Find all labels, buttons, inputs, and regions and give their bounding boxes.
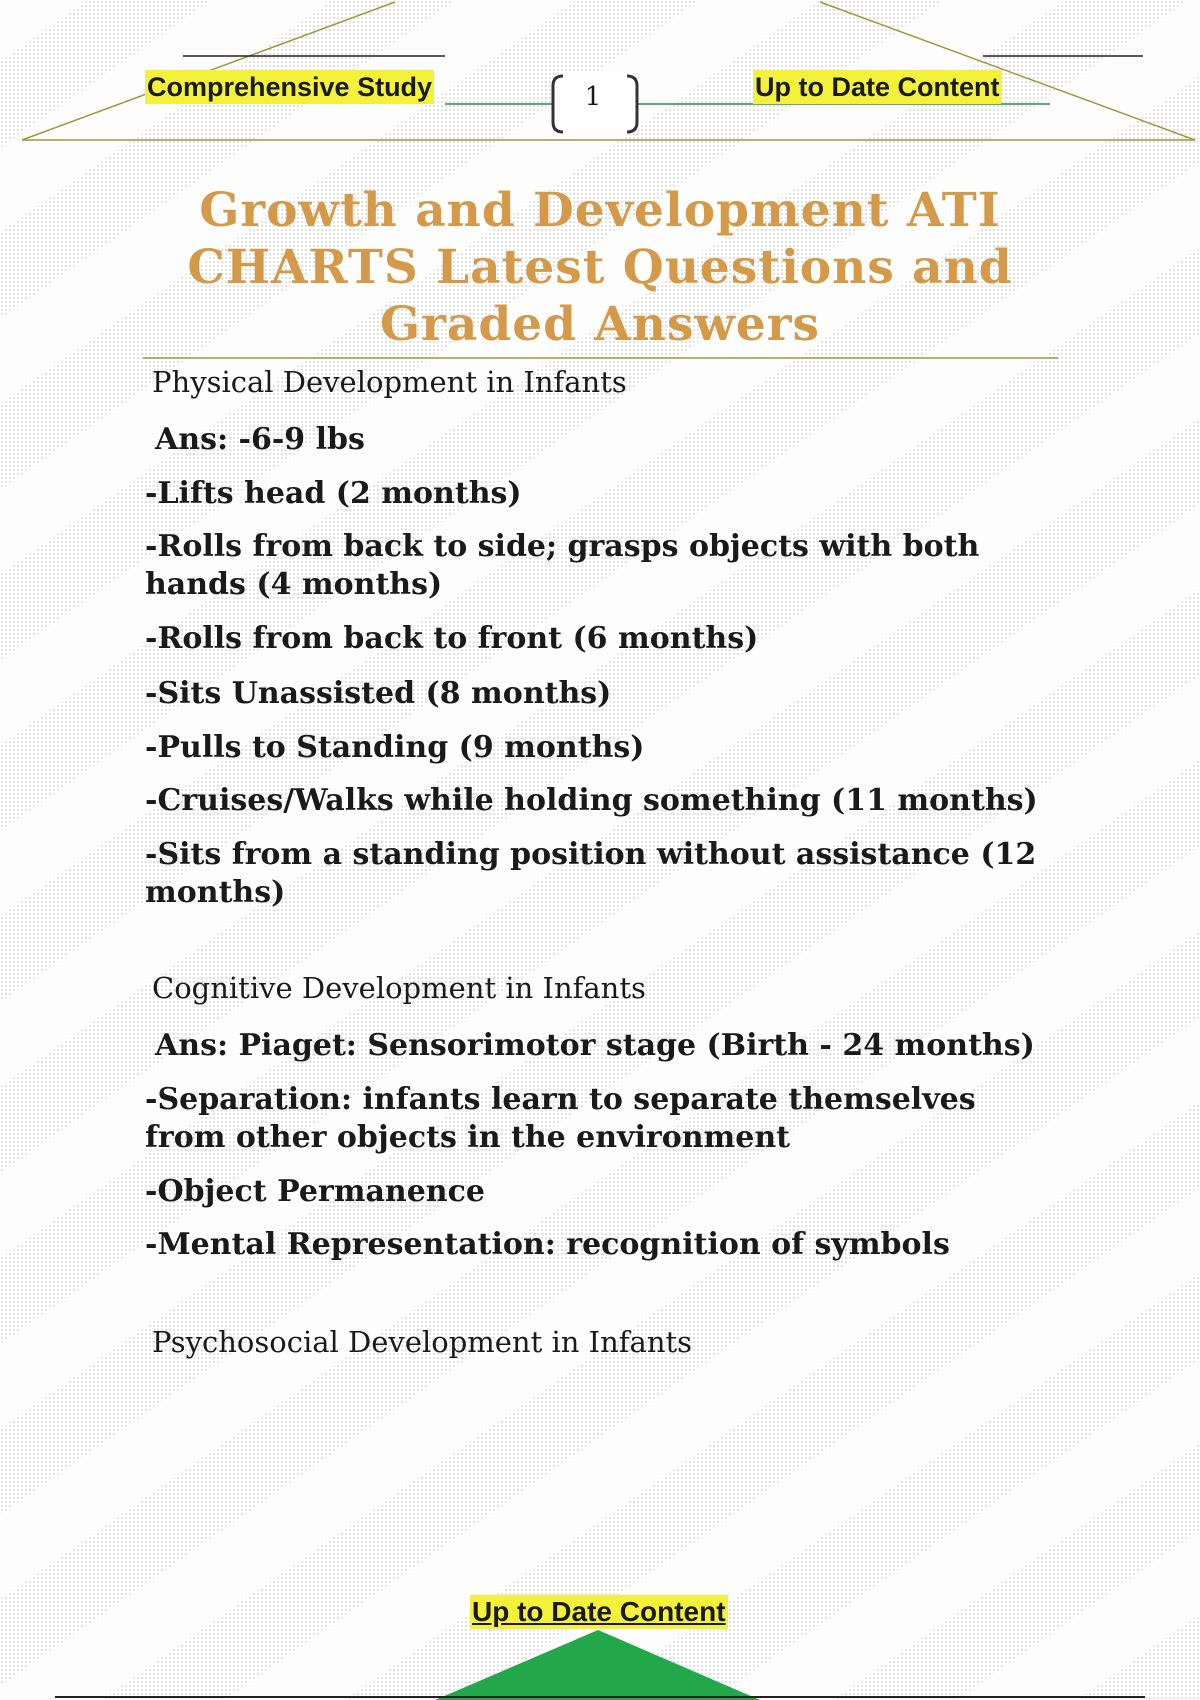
answer-physical: Ans: -6-9 lbs	[155, 422, 365, 457]
document-title: Growth and Development ATI CHARTS Latest Questions and Graded Answers	[187, 183, 1013, 352]
page-number: 1	[584, 82, 602, 112]
answer-cognitive: Ans: Piaget: Sensorimotor stage (Birth - 24 months)	[155, 1028, 1035, 1063]
list-item: -Cruises/Walks while holding something (11 months)	[145, 783, 1038, 818]
footer-label: Up to Date Content	[472, 1596, 726, 1627]
list-item: -Separation: infants learn to separate themselves from other objects in the environment	[145, 1082, 976, 1155]
list-item: -Mental Representation: recognition of symbols	[145, 1227, 950, 1262]
section-heading-cognitive: Cognitive Development in Infants	[152, 971, 646, 1005]
section-heading-psychosocial: Psychosocial Development in Infants	[152, 1325, 693, 1359]
header-left-label: Comprehensive Study	[147, 72, 433, 102]
list-item: -Rolls from back to side; grasps objects with both hands (4 months)	[145, 529, 980, 602]
list-item: -Sits Unassisted (8 months)	[145, 676, 612, 711]
list-item: -Lifts head (2 months)	[145, 476, 522, 511]
list-item: -Object Permanence	[145, 1174, 485, 1209]
list-item: -Rolls from back to front (6 months)	[145, 621, 759, 656]
footer-green-triangle	[435, 1630, 760, 1700]
header-right-label: Up to Date Content	[755, 72, 1000, 102]
list-item: -Pulls to Standing (9 months)	[145, 730, 645, 765]
section-heading-physical: Physical Development in Infants	[152, 365, 627, 399]
list-item: -Sits from a standing position without assistance (12 months)	[145, 837, 1037, 910]
